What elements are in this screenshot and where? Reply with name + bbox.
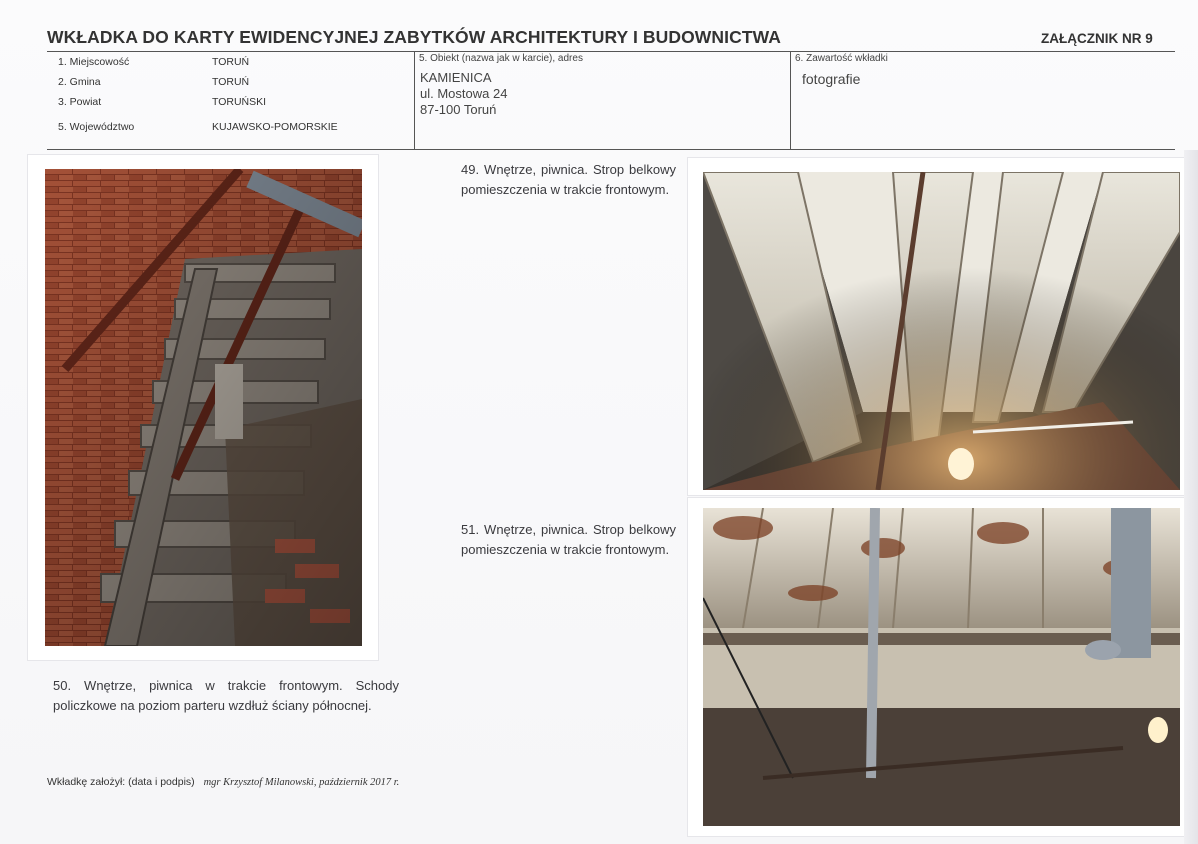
field-label-locality: 1. Miejscowość: [58, 56, 130, 68]
photo-49-ceiling: [688, 158, 1195, 495]
field-label-commune: 2. Gmina: [58, 76, 101, 88]
field-label-voivodeship: 5. Województwo: [58, 121, 135, 133]
field-value-county: TORUŃSKI: [212, 96, 267, 108]
caption-49: 49. Wnętrze, piwnica. Strop belkowy pomieszczenia w trakcie frontowym.: [461, 162, 676, 197]
header-rule-bottom: [47, 149, 1175, 150]
object-city: 87-100 Toruń: [420, 102, 497, 117]
field-value-voivodeship: KUJAWSKO-POMORSKIE: [212, 121, 338, 133]
caption-50: 50. Wnętrze, piwnica w trakcie frontowym. Schody policzkowe na poziom parteru wzdłuż ściany północnej.: [53, 678, 399, 713]
ceiling-photo-49-image: [703, 172, 1180, 490]
photo-50-staircase: [28, 155, 378, 660]
column-divider-2: [790, 52, 791, 149]
contents-heading: 6. Zawartość wkładki: [795, 53, 888, 64]
object-street: ul. Mostowa 24: [420, 86, 508, 101]
contents-value: fotografie: [802, 71, 861, 87]
footer: [47, 776, 399, 788]
caption-51: 51. Wnętrze, piwnica. Strop belkowy pomieszczenia w trakcie frontowym.: [461, 522, 676, 557]
field-value-commune: TORUŃ: [212, 76, 250, 88]
object-heading: 5. Obiekt (nazwa jak w karcie), adres: [419, 53, 583, 64]
ceiling-photo-51-image: [703, 508, 1180, 826]
footer-label: Wkładkę założył: (data i podpis): [47, 776, 195, 788]
staircase-photo-image: [45, 169, 362, 646]
header-rule-top: [47, 51, 1175, 52]
object-name: KAMIENICA: [420, 70, 492, 85]
column-divider-1: [414, 52, 415, 149]
annex-number: ZAŁĄCZNIK NR 9: [1041, 31, 1153, 46]
document-title: WKŁADKA DO KARTY EWIDENCYJNEJ ZABYTKÓW ARCHITEKTURY I BUDOWNICTWA: [47, 27, 782, 47]
field-label-county: 3. Powiat: [58, 96, 102, 108]
photo-51-ceiling: [688, 498, 1195, 836]
page-edge-shadow: [1184, 150, 1198, 844]
footer-signature: mgr Krzysztof Milanowski, październik 2017 r.: [203, 777, 400, 788]
field-value-locality: TORUŃ: [212, 56, 250, 68]
